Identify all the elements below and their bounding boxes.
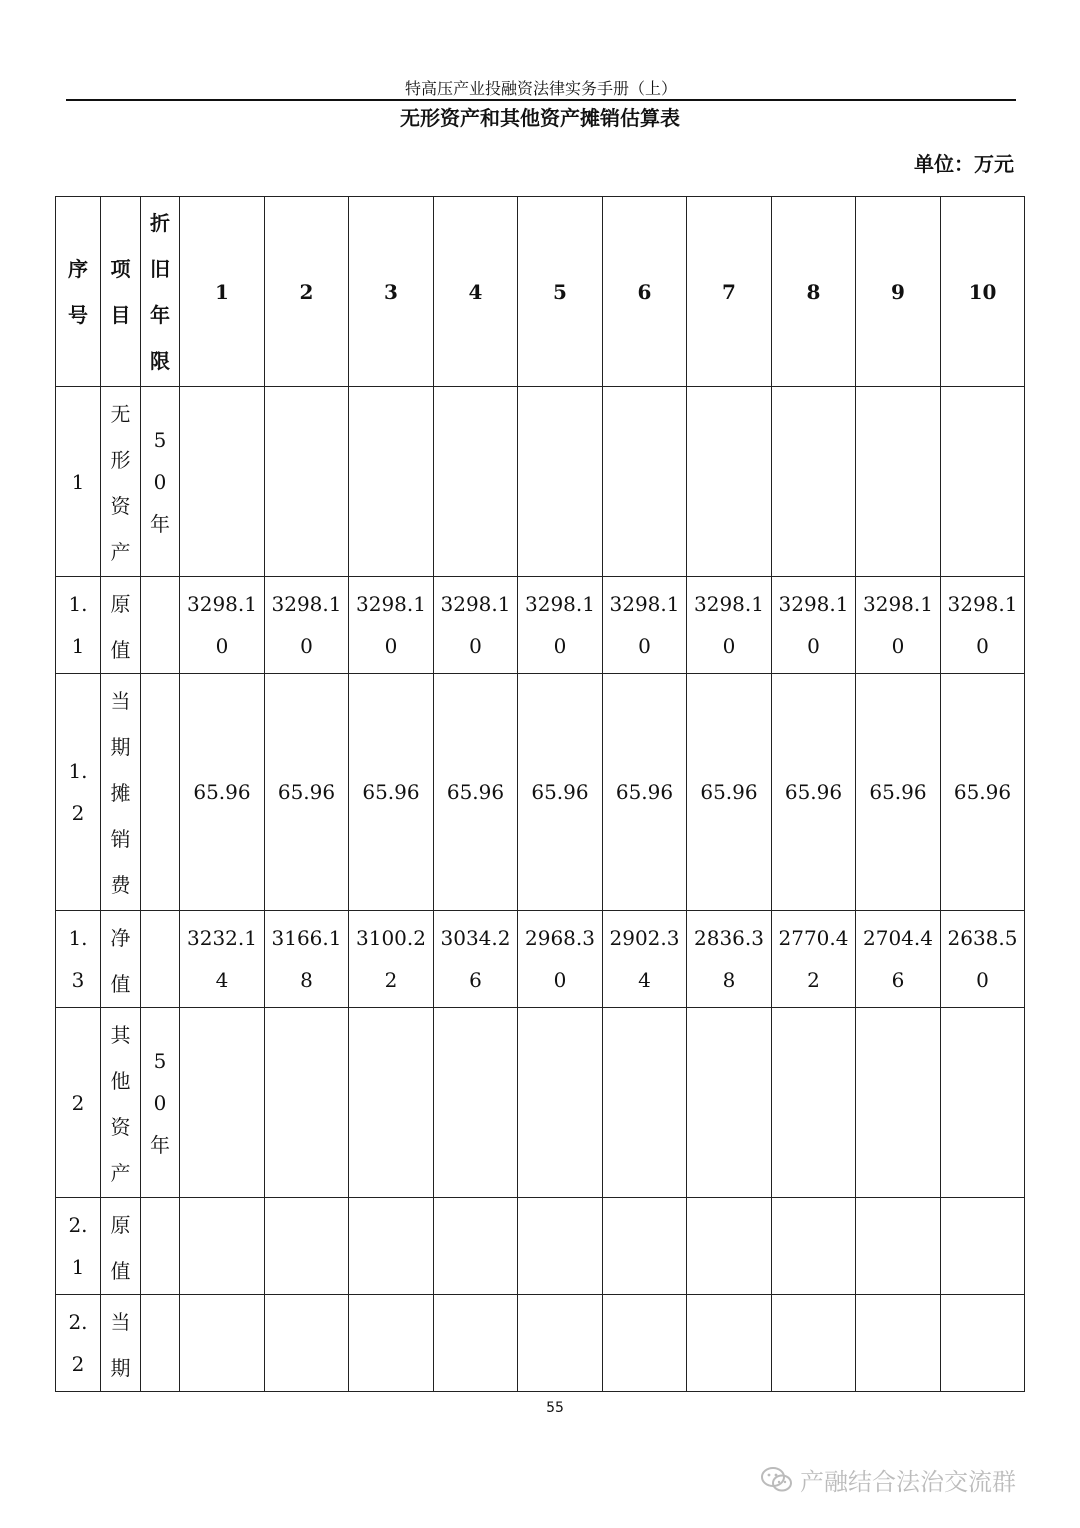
value-text: 2704.46 (863, 926, 933, 992)
row-seq (56, 911, 101, 1008)
row-period-text: 50年 (150, 427, 170, 536)
table-row (56, 577, 1025, 674)
value-text: 3298.10 (609, 592, 680, 658)
value-text: 65.96 (869, 780, 927, 804)
row-value (687, 387, 772, 577)
row-seq-text: 1 (71, 469, 85, 494)
row-value (772, 387, 856, 577)
row-period (141, 674, 180, 911)
row-value (941, 911, 1025, 1008)
table-row (56, 1198, 1025, 1295)
value-text: 2638.50 (947, 926, 1018, 992)
row-item (101, 1008, 141, 1198)
header-year: 4 (434, 197, 518, 387)
row-item (101, 387, 141, 577)
row-value (349, 1008, 434, 1198)
row-value (180, 911, 265, 1008)
row-value (687, 577, 772, 674)
value-text: 65.96 (277, 780, 336, 804)
row-seq-text: 1.1 (68, 592, 88, 658)
row-value (518, 1008, 603, 1198)
value-text: 3298.10 (863, 592, 933, 658)
row-item-text: 当期 (110, 1310, 131, 1380)
row-period (141, 1295, 180, 1392)
row-value (518, 674, 603, 911)
row-value (349, 674, 434, 911)
value-text: 3298.10 (778, 592, 849, 658)
row-value (180, 387, 265, 577)
row-value (349, 1198, 434, 1295)
watermark-text: 产融结合法治交流群 (800, 1468, 1016, 1496)
row-item-text: 原值 (110, 1213, 131, 1283)
row-value (687, 674, 772, 911)
value-text: 2902.34 (609, 926, 680, 992)
row-value (265, 1198, 349, 1295)
value-text: 65.96 (446, 780, 505, 804)
row-value (518, 1295, 603, 1392)
row-seq (56, 1008, 101, 1198)
running-header: 特高压产业投融资法律实务手册（上） (404, 79, 677, 98)
row-value (856, 1295, 941, 1392)
row-value (856, 1198, 941, 1295)
row-value (603, 1008, 687, 1198)
row-item-text: 原值 (110, 592, 131, 662)
value-text: 3298.10 (525, 592, 595, 658)
header-period (141, 197, 180, 387)
row-value (434, 387, 518, 577)
row-value (518, 1198, 603, 1295)
row-seq-text: 1.3 (68, 926, 88, 992)
row-item-text: 无形资产 (110, 402, 131, 564)
row-value (518, 577, 603, 674)
row-value (941, 577, 1025, 674)
row-value (180, 674, 265, 911)
header-item (101, 197, 141, 387)
value-text: 2836.38 (694, 926, 764, 992)
value-text: 3298.10 (271, 592, 342, 658)
header-seq-text: 序号 (68, 256, 88, 327)
row-value (941, 1198, 1025, 1295)
row-value (180, 1198, 265, 1295)
row-seq (56, 674, 101, 911)
row-value (856, 674, 941, 911)
row-value (941, 387, 1025, 577)
value-text: 3034.26 (440, 926, 511, 992)
value-text: 3100.22 (356, 926, 426, 992)
table-row (56, 911, 1025, 1008)
row-item (101, 1198, 141, 1295)
header-seq (56, 197, 101, 387)
header-year: 10 (941, 197, 1025, 387)
header-year: 3 (349, 197, 434, 387)
row-value (518, 911, 603, 1008)
header-year: 9 (856, 197, 941, 387)
row-seq (56, 1295, 101, 1392)
row-item-text: 当期摊销费 (110, 689, 131, 897)
table-row (56, 674, 1025, 911)
row-seq (56, 1198, 101, 1295)
row-value (687, 1295, 772, 1392)
header-year: 5 (518, 197, 603, 387)
value-text: 3166.18 (271, 926, 342, 992)
value-text: 65.96 (784, 780, 843, 804)
value-text: 3298.10 (694, 592, 764, 658)
value-text: 3298.10 (947, 592, 1018, 658)
row-value (180, 577, 265, 674)
header-year: 6 (603, 197, 687, 387)
value-text: 65.96 (700, 780, 758, 804)
header-rule (66, 99, 1016, 101)
row-value (603, 1295, 687, 1392)
row-value (180, 1295, 265, 1392)
value-text: 2968.30 (525, 926, 595, 992)
row-period (141, 1198, 180, 1295)
row-value (772, 911, 856, 1008)
row-value (603, 911, 687, 1008)
row-value (772, 577, 856, 674)
value-text: 2770.42 (778, 926, 849, 992)
row-value (856, 1008, 941, 1198)
row-seq-text: 1.2 (68, 759, 88, 825)
row-period (141, 911, 180, 1008)
table-row (56, 1008, 1025, 1198)
row-item-text: 净值 (110, 926, 131, 996)
row-value (772, 674, 856, 911)
row-value (941, 674, 1025, 911)
row-value (434, 911, 518, 1008)
header-year: 8 (772, 197, 856, 387)
row-value (856, 577, 941, 674)
header-year: 1 (180, 197, 265, 387)
value-text: 3298.10 (187, 592, 257, 658)
table-title: 无形资产和其他资产摊销估算表 (400, 106, 680, 130)
row-value (434, 674, 518, 911)
row-value (518, 387, 603, 577)
row-item-text: 其他资产 (110, 1023, 131, 1185)
row-value (603, 674, 687, 911)
row-seq-text: 2 (71, 1090, 85, 1115)
row-value (603, 577, 687, 674)
row-value (265, 674, 349, 911)
row-value (265, 1295, 349, 1392)
row-value (687, 1198, 772, 1295)
value-text: 65.96 (193, 780, 251, 804)
row-seq-text: 2.1 (68, 1213, 88, 1279)
row-seq (56, 577, 101, 674)
row-value (856, 387, 941, 577)
row-value (349, 577, 434, 674)
row-value (349, 387, 434, 577)
row-item (101, 911, 141, 1008)
row-seq (56, 387, 101, 577)
value-text: 65.96 (615, 780, 674, 804)
row-value (772, 1295, 856, 1392)
value-text: 65.96 (362, 780, 420, 804)
row-value (687, 1008, 772, 1198)
value-text: 3232.14 (187, 926, 257, 992)
row-item (101, 577, 141, 674)
row-value (687, 911, 772, 1008)
row-value (434, 1198, 518, 1295)
row-item (101, 674, 141, 911)
row-value (434, 1008, 518, 1198)
table-row (56, 387, 1025, 577)
row-value (603, 387, 687, 577)
header-item-text: 项目 (110, 256, 131, 327)
unit-label: 单位：万元 (914, 152, 1014, 176)
header-year: 2 (265, 197, 349, 387)
header-period-text: 折旧年限 (150, 210, 170, 373)
row-value (180, 1008, 265, 1198)
row-period-text: 50年 (150, 1048, 170, 1157)
row-value (772, 1198, 856, 1295)
value-text: 3298.10 (356, 592, 426, 658)
page-number: 55 (546, 1400, 564, 1416)
watermark (760, 1462, 1016, 1497)
row-value (434, 577, 518, 674)
value-text: 65.96 (531, 780, 589, 804)
row-value (349, 1295, 434, 1392)
row-value (265, 911, 349, 1008)
row-value (349, 911, 434, 1008)
row-value (856, 911, 941, 1008)
row-item (101, 1295, 141, 1392)
header-year: 7 (687, 197, 772, 387)
table-row (56, 1295, 1025, 1392)
row-value (265, 1008, 349, 1198)
row-period (141, 1008, 180, 1198)
row-value (772, 1008, 856, 1198)
value-text: 65.96 (953, 780, 1012, 804)
row-seq-text: 2.2 (68, 1310, 88, 1376)
row-period (141, 577, 180, 674)
row-value (603, 1198, 687, 1295)
header-row (56, 197, 1025, 387)
row-value (265, 387, 349, 577)
value-text: 3298.10 (440, 592, 511, 658)
row-period (141, 387, 180, 577)
amortization-table (55, 196, 1025, 1392)
row-value (941, 1008, 1025, 1198)
row-value (265, 577, 349, 674)
row-value (941, 1295, 1025, 1392)
row-value (434, 1295, 518, 1392)
wechat-icon (760, 1465, 794, 1495)
